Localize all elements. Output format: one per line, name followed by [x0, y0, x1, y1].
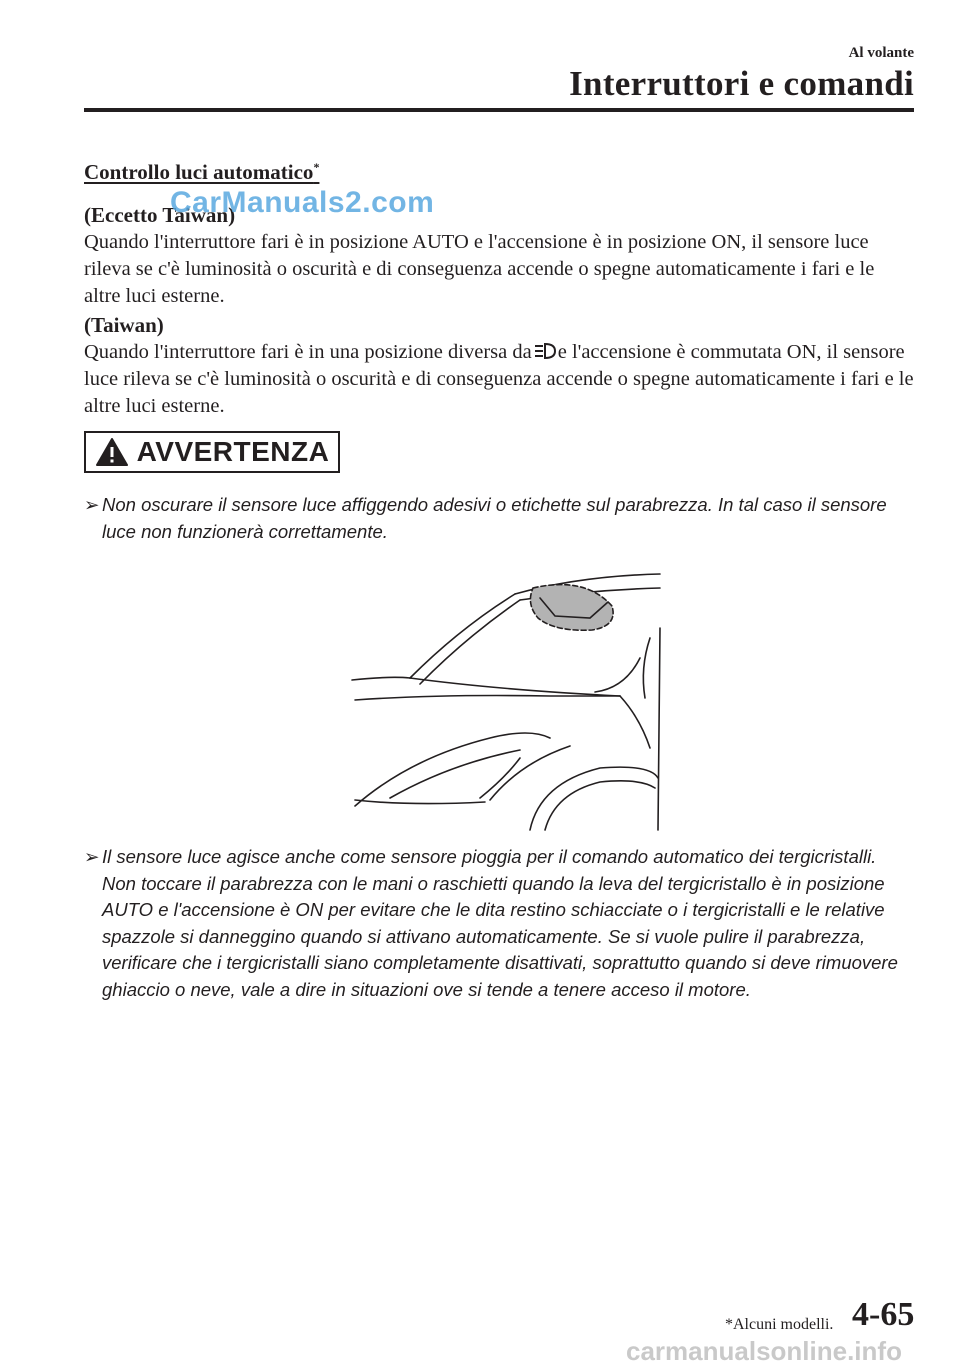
warning-label: AVVERTENZA: [136, 436, 330, 467]
paragraph-except-taiwan: Quando l'interruttore fari è in posizione AUTO e l'accensione è in posizione ON, il sensore luce rileva se c'è luminosità o oscurità e di conseguenza accende o spegne automaticamente i fari e le altre luci esterne.: [84, 231, 875, 307]
bullet-arrow-icon: ➢: [84, 494, 100, 515]
subhead-except-taiwan: (Eccetto Taiwan): [84, 203, 236, 227]
page-number: 4-65: [852, 1296, 915, 1333]
windshield-sensor-illustration: [350, 568, 670, 834]
warning-triangle-icon: [95, 437, 129, 467]
watermark-bottom: carmanualsonline.info: [626, 1336, 902, 1366]
warning-header: [84, 431, 340, 473]
bullet-text: Il sensore luce agisce anche come sensore pioggia per il comando automatico dei tergicristalli. Non toccare il parabrezza con le mani o raschietti quando la leva del tergicristallo è in posizione AUTO e l'accensione è ON per evitare che le dita restino schiacciate o i tergicristalli e le relative spazzole si danneggino quando si attivano automaticamente. Se si vuole pulire il parabrezza, verificare che i tergicristalli siano completamente disattivati, soprattutto quando si deve rimuovere ghiaccio o neve, vale a dire in situazioni ove si tende a tenere acceso il motore.: [102, 846, 898, 1000]
footnote-mark: *: [313, 160, 320, 174]
bullet-arrow-icon: ➢: [84, 846, 100, 867]
chapter-label: Al volante: [848, 45, 914, 61]
headlight-icon: [534, 342, 556, 360]
header-divider: [84, 108, 914, 112]
paragraph-taiwan: Quando l'interruttore fari è in una posizione diversa da e l'accensione è commutata ON, il sensore luce rileva se c'è luminosità o oscurità e di conseguenza accende o spegne automaticamente i fari e le altre luci esterne.: [84, 341, 914, 417]
bullet-text: Non oscurare il sensore luce affiggendo adesivi o etichette sul parabrezza. In tal caso il sensore luce non funzionerà correttamente.: [102, 494, 887, 542]
subhead-taiwan: (Taiwan): [84, 313, 164, 337]
section-heading: Controllo luci automatico*: [84, 160, 320, 184]
page-header: [569, 44, 914, 104]
watermark-top: CarManuals2.com: [170, 186, 435, 219]
warning-bullet: [84, 844, 914, 1003]
page-title: Interruttori e comandi: [569, 64, 914, 103]
warning-bullet: [84, 492, 914, 545]
footnote: *Alcuni modelli.: [725, 1316, 834, 1333]
